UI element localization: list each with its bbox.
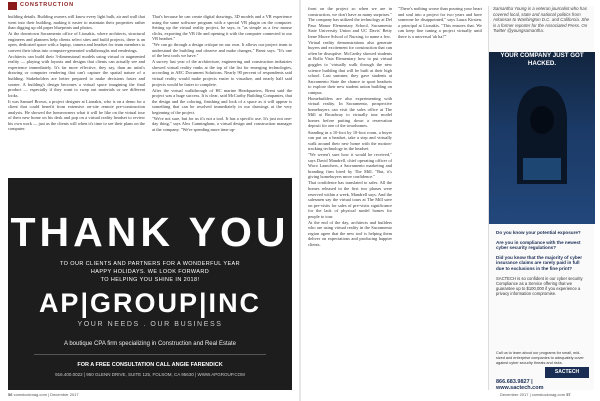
- ad-hero-headline: YOUR COMPANY JUST GOT HACKED.: [500, 52, 584, 67]
- paragraph: "We can go through a design critique on our own. It allows our project team to understand the building and observe and make changes," Brent says. "It's one of the best tools we have.": [152, 42, 292, 59]
- paragraph: "There's nothing worse than pouring your heart and soul into a project for two years and have someone be disappointed," says Laura Kirsten, a principal at Lionakis. "This ensures that. We can keep fine tuning a project virtually until there is a universal 'ah ha!'": [398, 6, 482, 39]
- ad-call-to-action: FOR A FREE CONSULTATION CALL ANGIE FARENDICK: [77, 362, 223, 368]
- paragraph: Virtual reality demonstrations also generate buyers and excitement for construction that can often be disruptive. McCarthy showed students at Rolla Vista Elementary how to put virtual goggles to 'virtually walk through the new science building that will be built at their high school. Last summer, they gave students at Sacramento State the chance to sport headsets to explore their new student union building on campus.: [308, 39, 392, 95]
- ad-body: [496, 230, 588, 300]
- paragraph: "We're not sure, but for us it's not a tool. It has a specific use. It's just not one-day thing," says Alex Cunningham, a virtual design and construction manager at the company. "We're spending more time up-: [152, 115, 292, 132]
- ad-line-1: TO OUR CLIENTS AND PARTNERS FOR A WONDERFUL YEAR: [60, 261, 240, 267]
- ad-paragraph: SACTECH is so confident in our cyber security Compliance as a Service offering that we guarantee up to $100,000 if you experience a privacy information compromise.: [496, 275, 583, 297]
- folio-text: December 2017 | comstockmag.com: [500, 392, 566, 397]
- hooded-hacker-icon: [507, 76, 577, 184]
- article-column-2: [152, 14, 292, 133]
- thank-you-advertisement[interactable]: [8, 178, 292, 390]
- ad-tagline: YOUR NEEDS . OUR BUSINESS: [77, 321, 223, 328]
- left-folio: [8, 392, 79, 397]
- paragraph: At the end of the day, architects and builders who are using virtual reality in the Sacramento region agree that the new tool is helping them deliver on expectations and producing happier clients.: [308, 219, 392, 247]
- ad-contact-line: 916.400.0022 | 950 GLENN DRIVE, SUITE 125, FOLSOM, CA 95630 | WWW.APGROUP.COM: [55, 372, 245, 377]
- right-folio: [500, 392, 571, 397]
- ad-question-3: Did you know that the majority of cyber insurance claims are rarely paid in full due to exclusions in the fine print?: [496, 254, 583, 271]
- ad-divider: [34, 354, 266, 355]
- page-number: 56: [8, 392, 13, 397]
- ad-question-1: Do you know your potential exposure?: [496, 230, 581, 235]
- ad-headline: THANK YOU: [10, 209, 290, 255]
- section-header: [0, 0, 300, 11]
- paragraph: "We weren't sure how it would be received," says David Mandrell, chief operating officer of Waco Launchers, a Sacramento marketing and branding firm hired by The Mill. "But, it's giving homebuyers more confidence.": [308, 152, 392, 180]
- article-column-4: [398, 6, 482, 40]
- ad-line-2: HAPPY HOLIDAYS. WE LOOK FORWARD: [90, 269, 210, 275]
- paragraph: Standing in a 10-foot by 10-foot room, a buyer can put on a headset, take a step and virtually walk around their new home with the motion-tracking technology in the headset.: [308, 129, 392, 152]
- ad-description: A boutique CPA firm specializing in Construction and Real Estate: [64, 341, 236, 347]
- ad-footer-text: Call us to learn about our programs for small, mid-sized and enterprise companies to adequately cover against cyber security threats and risks.: [496, 351, 584, 365]
- article-column-3: [308, 6, 392, 248]
- section-tab-marker: [8, 2, 17, 10]
- ad-line-3: TO HELPING YOU SHINE IN 2018!: [100, 277, 200, 283]
- paragraph: front on the project so when we are in construction, we don't have as many surprises." The company has utilized the technology at Del Paso Manor Elementary School, Sacramento State University Union and UC Davis' Betty Irene Moore School of Nursing, to name a few.: [308, 6, 393, 39]
- page-number: 57: [566, 392, 571, 397]
- article-column-1: [8, 14, 145, 132]
- paragraph: That confidence has translated to sales. All the homes released in the first two phases were reserved within a week, Mandrell says. And the salesmen say the virtual tours at The Mill save on pre-visits for sales of pre-visits significance for the lack of physical model homes for people to tour.: [308, 180, 392, 219]
- paragraph: Homebuilders are also experimenting with virtual reality. In Sacramento, prospective homebuyers can visit the sales office at The Mill at Broadway to virtually tour model homes before putting down a reservation deposit for one of the townhomes.: [308, 95, 392, 129]
- paragraph: Architects can build their 3-dimensional models using virtual or augmented reality — playing with layouts and designs that clients can actually see and experience immediately. It's far more effective, they say, than an artist's drawing or computer rendering that can't capture the spatial nature of a building. Stakeholders are better prepared to make decisions faster and sooner. A building's design becomes a virtual space imagining the final product — especially if they want to swap out materials or see different looks.: [8, 53, 145, 98]
- sactech-advertisement[interactable]: [488, 6, 594, 390]
- ad-phone[interactable]: 866.683.9827 | www.sactech.com: [496, 379, 544, 391]
- paragraph: At the downtown Sacramento office of Lionakis, where architects, structural engineers and planners help clients select sites and build projects, there is an open, dedicated space with a laptop, camera and headset for team members to convert their ideas into computer-generated walkthroughs and renderings.: [8, 31, 145, 53]
- author-bio: Samantha Young is a veteran journalist who has covered local, state and national politics from Arkansas to Washington D.C. and California. She is a former reporter for the Associated Press. On Twitter @youngsamantha.: [493, 6, 590, 34]
- right-page: [300, 0, 600, 401]
- ad-question-2: Are you in compliance with the newest cyber security regulations?: [496, 239, 581, 251]
- paragraph: It was Samuel Brown, a project designer at Lionakis, who is on a demo for a client that could benefit from extensive on-site remote pre-construction analysis. He showed the homeowners what it will be like on the virtual tour of their new home on his desk and pop on a virtual reality headset to review his own work — just as the clients will when it's time to see their plans on the computer.: [8, 98, 145, 132]
- paragraph: building details. Building owners will know every light bulb, air and wall that went into their building, making it easier to maintain their properties rather than digging up old paper blueprints and photos.: [8, 14, 145, 31]
- paragraph: After the virtual walkthrough of HC marine Headquarters, Brent said the project was a huge success. It is clear, said McCarthy Building Companies, that the design and the coloring, finishing and look of a space as it will appear is something that can be resolved immediately in our drawings at the very beginning of the project.: [152, 87, 292, 115]
- folio-text: comstockmag.com | December 2017: [13, 392, 79, 397]
- sactech-logo: SACTECH: [545, 367, 589, 378]
- ap-group-logo: AP|GROUP|INC: [38, 288, 262, 318]
- paragraph: That's because he can create digital drawings, 3D models and a VR experience using the same software program with a special VR plugin on the computer. Setting up the virtual reality project, he says, is "as simple as a few mouse clicks, exporting the VR file and opening it with the computer connected to our VR headset.": [152, 14, 292, 42]
- paragraph: A survey last year of the architecture, engineering and construction industries showed virtual reality ranks at the top of the list for emerging technologies, according to AEC Document Solutions. Nearly 90 percent of respondents said virtual reality would make projects easier to visualize, and nearly half said projects would be faster to complete.: [152, 59, 292, 87]
- section-label: CONSTRUCTION: [20, 2, 74, 8]
